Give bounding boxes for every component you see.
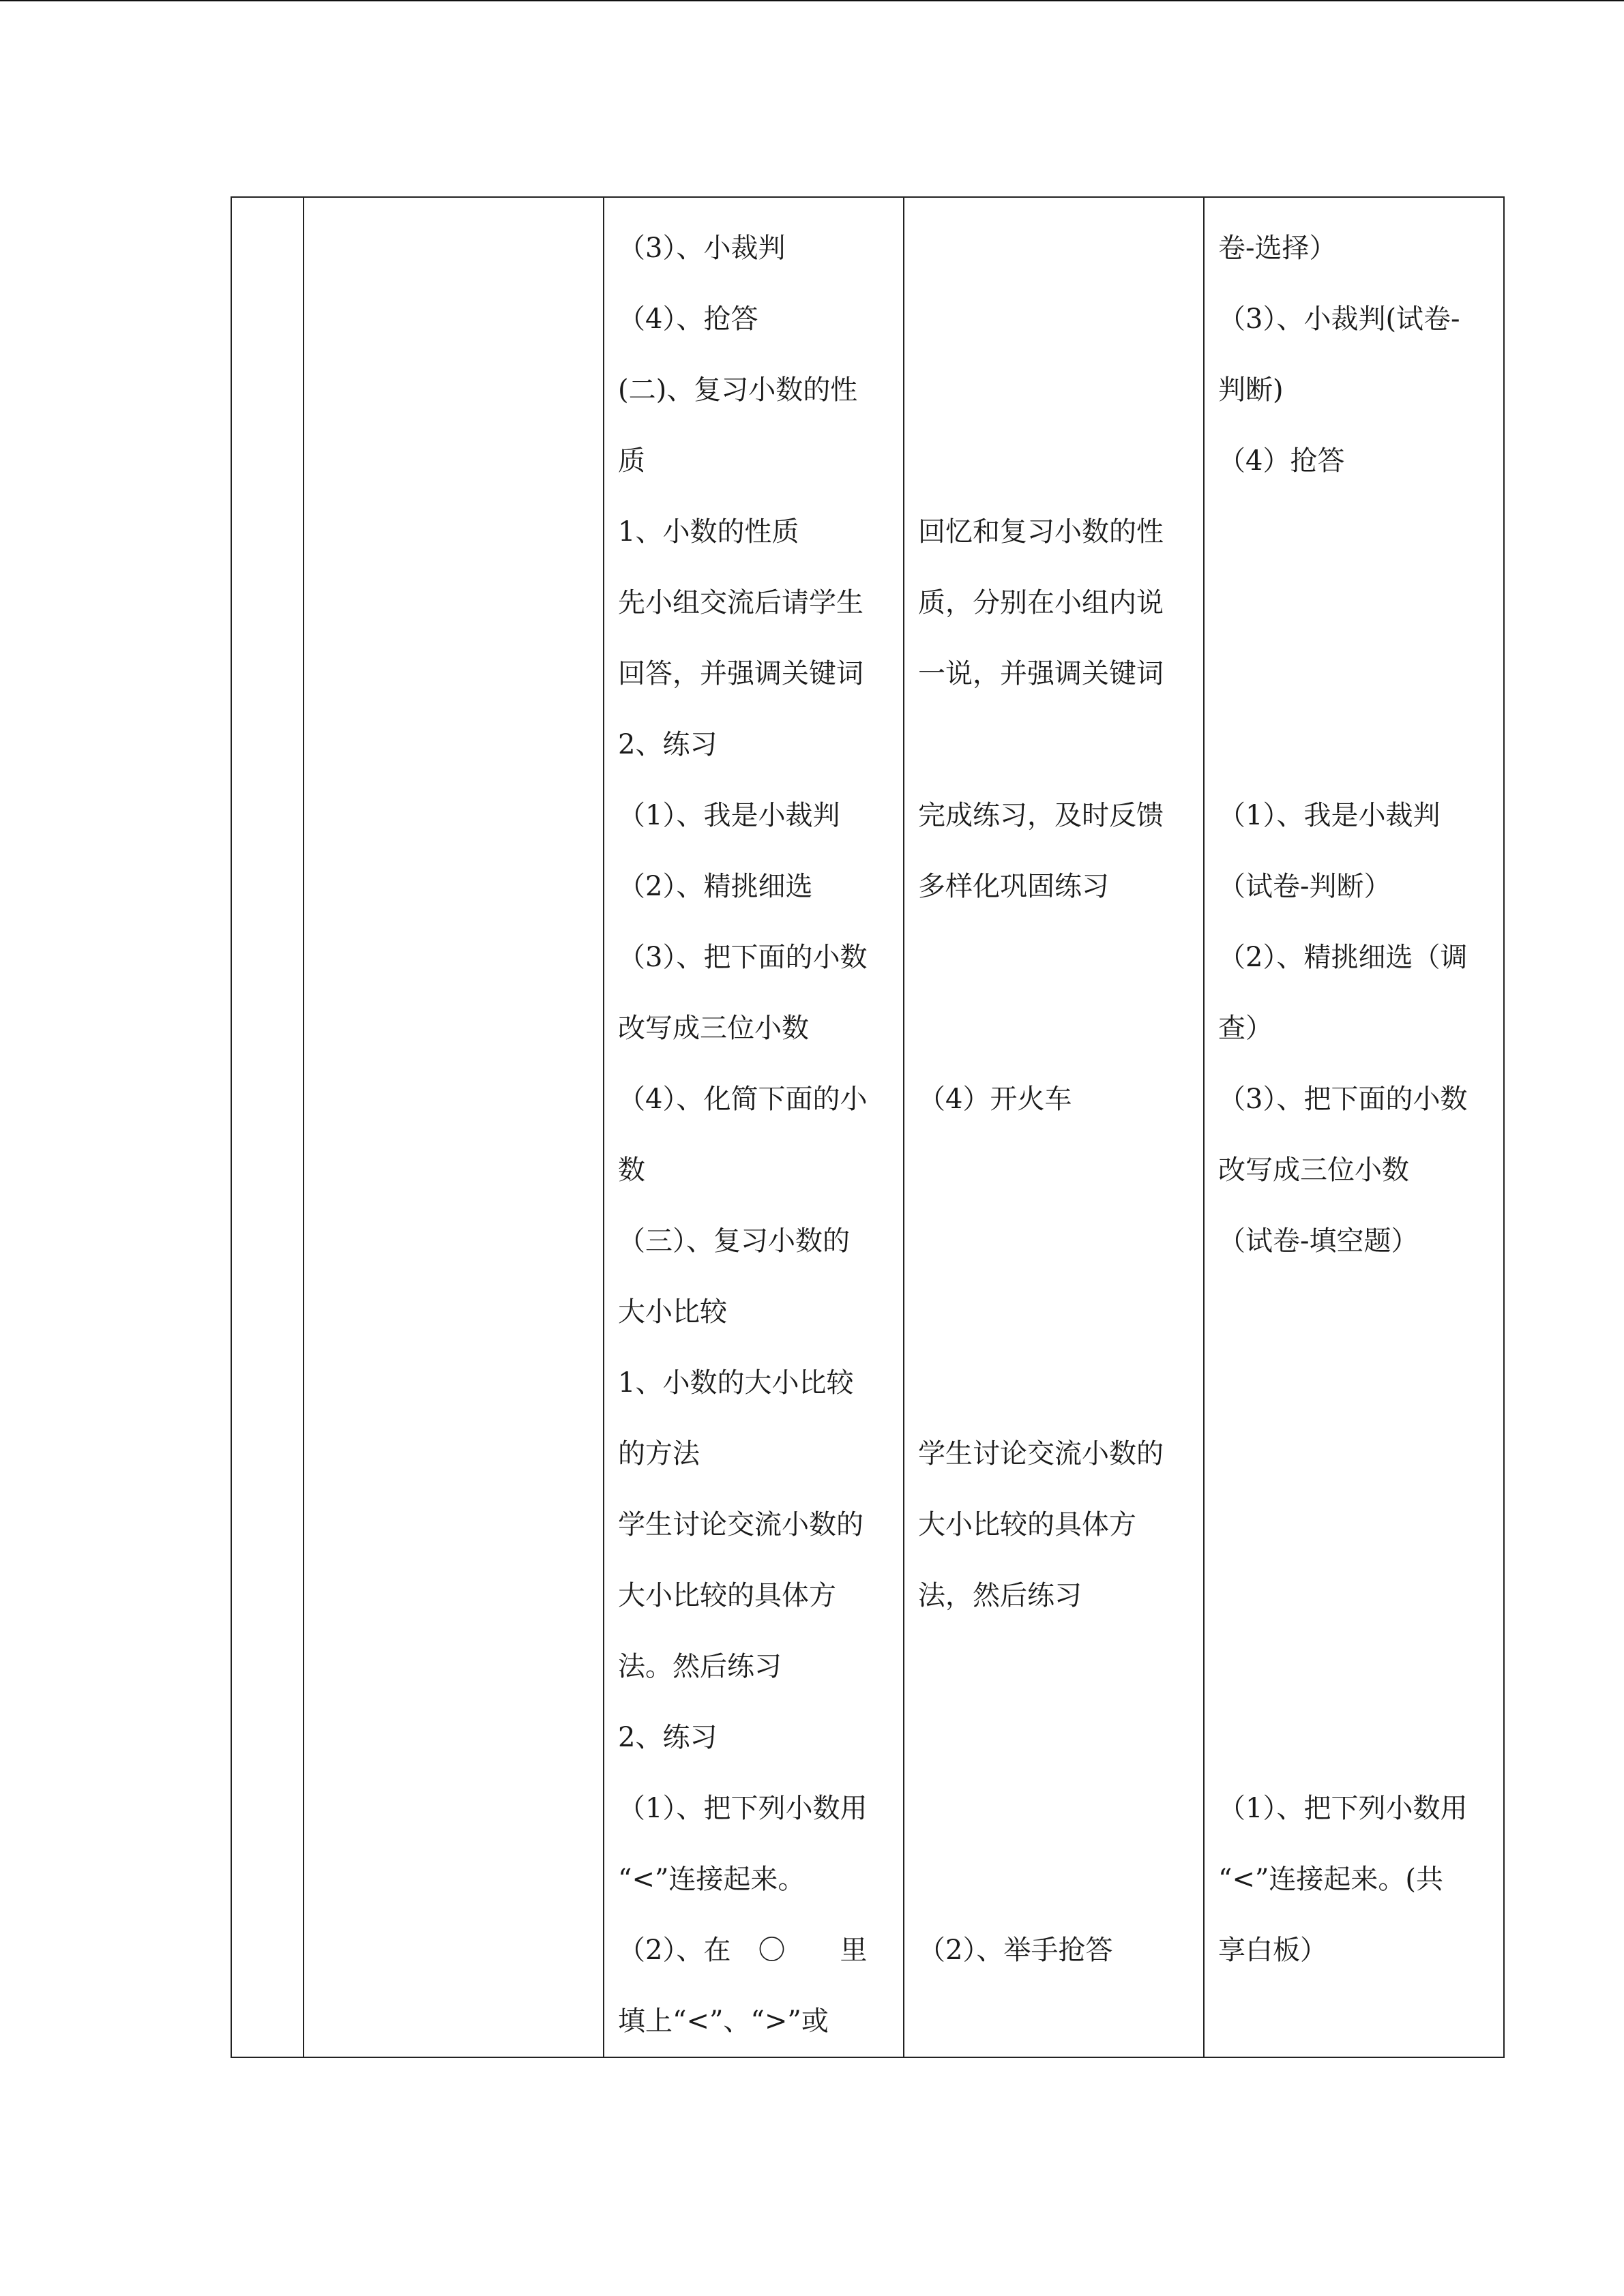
text-line: 享白板）: [1218, 1935, 1327, 1966]
text-line: 卷-选择）: [1218, 233, 1337, 264]
text-line: （2）、精挑细选（调: [1218, 942, 1468, 973]
text-line: （1）、把下列小数用: [618, 1793, 868, 1824]
text-line: 学生讨论交流小数的: [618, 1509, 863, 1540]
text-line: [1218, 1418, 1492, 1489]
text-line: [918, 355, 1192, 426]
text-line: [1218, 496, 1492, 567]
teacher-activities-cell: [604, 197, 904, 2057]
text-line: （4）抢答: [1218, 445, 1345, 477]
text-line: 大小比较的具体方: [618, 1580, 836, 1611]
text-line: 回忆和复习小数的性: [918, 516, 1164, 548]
text-line: （3）、把下面的小数: [1218, 1084, 1468, 1115]
text-line: 一说，并强调关键词: [918, 658, 1164, 689]
text-line: （2）、举手抢答: [918, 1935, 1113, 1966]
text-line: （3）、小裁判: [618, 233, 786, 264]
text-line: 质: [618, 445, 645, 477]
text-line: 1、小数的大小比较: [618, 1367, 854, 1399]
text-line: 2、练习: [618, 729, 718, 760]
technology-use-cell: [1204, 197, 1504, 2057]
text-line: （4）开火车: [918, 1084, 1072, 1115]
text-line: 学生讨论交流小数的: [918, 1438, 1164, 1470]
text-line: [918, 1206, 1192, 1277]
text-line: [918, 1277, 1192, 1347]
text-line: [918, 922, 1192, 993]
text-line: [1218, 1631, 1492, 1702]
text-line: [1218, 1277, 1492, 1347]
text-line: （试卷-判断）: [1218, 871, 1391, 902]
text-line: [918, 1844, 1192, 1915]
text-line: （4）、抢答: [618, 303, 758, 335]
text-line: 判断): [1218, 374, 1284, 406]
lesson-plan-table: [231, 196, 1505, 2058]
page-top-border: [0, 0, 1624, 1]
text-line: 2、练习: [618, 1722, 718, 1753]
text-line: [918, 1702, 1192, 1773]
text-line: [918, 213, 1192, 284]
text-line: 的方法: [618, 1438, 700, 1470]
text-line: 改写成三位小数: [618, 1013, 809, 1044]
text-line: 回答，并强调关键词: [618, 658, 863, 689]
text-line: [918, 1773, 1192, 1844]
text-line: 多样化巩固练习: [918, 871, 1109, 902]
text-line: 查）: [1218, 1013, 1273, 1044]
text-line: [918, 709, 1192, 780]
text-line: [918, 426, 1192, 496]
text-line: [918, 1347, 1192, 1418]
text-line: （试卷-填空题）: [1218, 1225, 1419, 1257]
text-line: （三）、复习小数的: [618, 1225, 850, 1257]
text-line: （1）、我是小裁判: [1218, 800, 1441, 831]
text-line: （2）、在 〇 里: [618, 1935, 868, 1966]
text-line: [1218, 1489, 1492, 1560]
text-line: [918, 1631, 1192, 1702]
text-line: （4）、化简下面的小: [618, 1084, 868, 1115]
text-line: [1218, 709, 1492, 780]
text-line: 先小组交流后请学生: [618, 587, 863, 618]
text-line: 填上“<”、“>”或: [618, 2006, 829, 2037]
text-line: [918, 993, 1192, 1064]
text-line: 大小比较: [618, 1296, 727, 1328]
text-line: （3）、小裁判(试卷-: [1218, 303, 1460, 335]
text-line: 完成练习，及时反馈: [918, 800, 1164, 831]
text-line: 法，然后练习: [918, 1580, 1082, 1611]
text-line: 改写成三位小数: [1218, 1154, 1409, 1186]
stage-cell: [231, 197, 304, 2057]
text-line: [1218, 1702, 1492, 1773]
text-line: （1）、把下列小数用: [1218, 1793, 1468, 1824]
text-line: [1218, 567, 1492, 638]
text-line: [1218, 1560, 1492, 1631]
text-line: [1218, 1347, 1492, 1418]
text-line: “<”连接起来。(共: [1218, 1864, 1444, 1895]
text-line: “<”连接起来。: [618, 1864, 806, 1895]
text-line: 数: [618, 1154, 645, 1186]
text-line: （3）、把下面的小数: [618, 942, 868, 973]
text-line: （2）、精挑细选: [618, 871, 813, 902]
text-line: 1、小数的性质: [618, 516, 799, 548]
student-activities-cell: [904, 197, 1204, 2057]
text-line: 质，分别在小组内说: [918, 587, 1164, 618]
text-line: [918, 1135, 1192, 1206]
text-line: [918, 284, 1192, 355]
text-line: (二)、复习小数的性: [618, 374, 858, 406]
text-line: [1218, 1986, 1492, 2057]
text-line: 法。然后练习: [618, 1651, 782, 1682]
text-line: [1218, 638, 1492, 709]
text-line: [918, 1986, 1192, 2057]
text-line: （1）、我是小裁判: [618, 800, 840, 831]
text-line: 大小比较的具体方: [918, 1509, 1136, 1540]
objective-cell: [304, 197, 604, 2057]
table-row: [231, 197, 1504, 2057]
